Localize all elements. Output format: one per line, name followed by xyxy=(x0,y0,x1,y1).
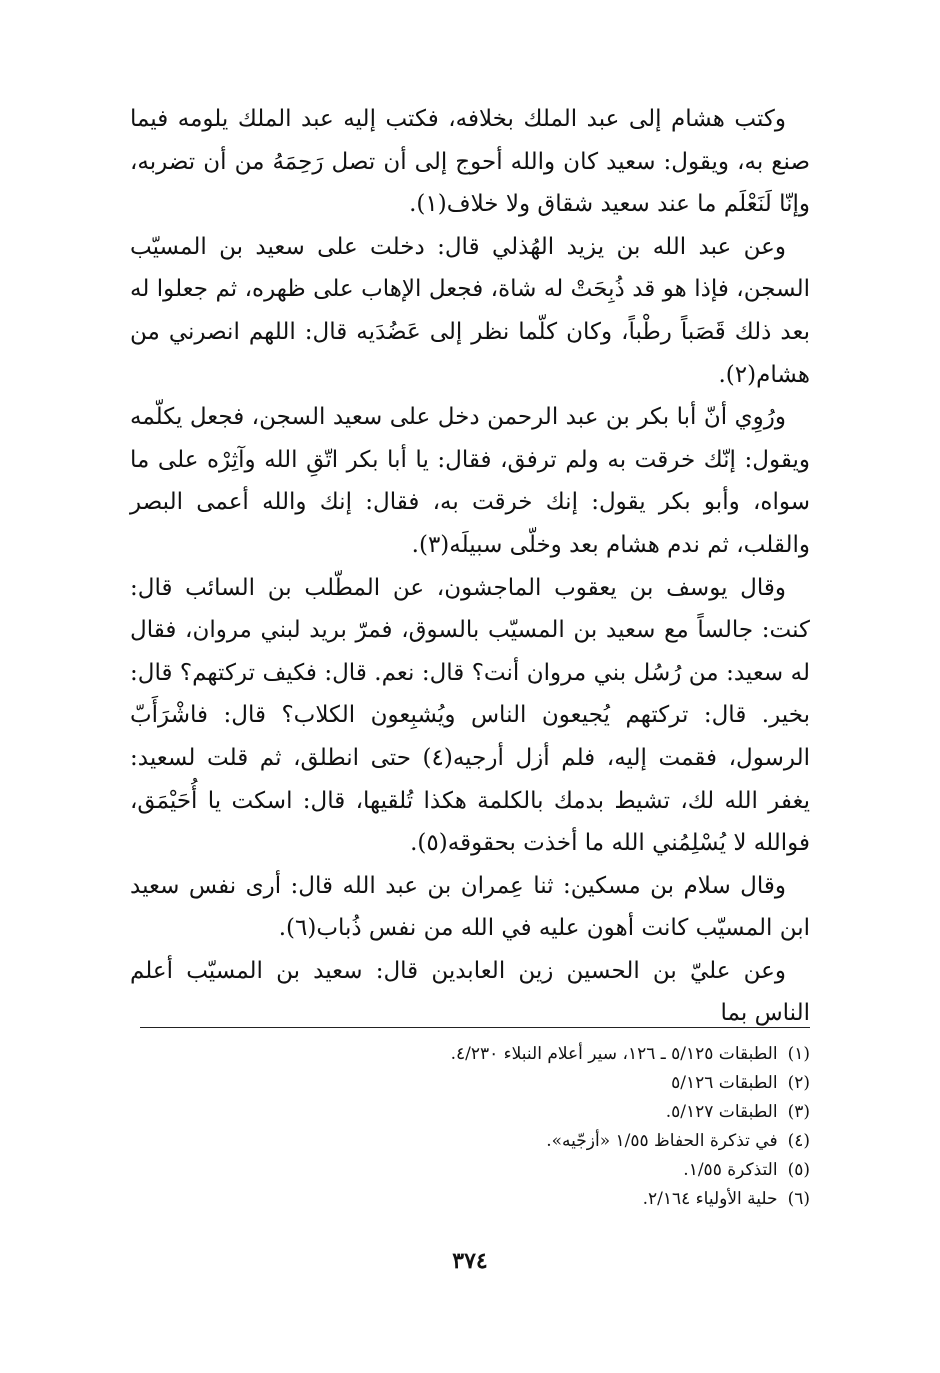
footnote-text: الطبقات ٥/١٢٧. xyxy=(665,1102,778,1122)
footnote-text: التذكرة ١/٥٥. xyxy=(683,1160,778,1180)
paragraph-5-text: وقال سلام بن مسكين: ثنا عِمران بن عبد الله قال: أرى نفس سعيد ابن المسيّب كانت أهون عليه في الله من نفس ذُباب(٦). xyxy=(130,872,810,942)
footnote-item xyxy=(130,1098,810,1127)
paragraph-3-text: ورُوِي أنّ أبا بكر بن عبد الرحمن دخل على سعيد السجن، فجعل يكلّمه ويقول: إنّك خرقت به ولم ترفق، فقال: يا أبا بكر اتّقِ الله وآثِرْه على ما سواه، وأبو بكر يقول: إنك خرقت به، فقال: إنك والله أعمى البصر والقلب، ثم ندم هشام بعد وخلّى سبيلَه(٣). xyxy=(130,404,810,558)
main-text xyxy=(130,98,810,1035)
footnote-item xyxy=(130,1069,810,1098)
footnote-text: حلية الأولياء ٢/١٦٤. xyxy=(642,1189,778,1209)
footnote-item xyxy=(130,1156,810,1185)
paragraph-6-text: وعن عليّ بن الحسين زين العابدين قال: سعيد بن المسيّب أعلم الناس بما xyxy=(130,957,810,1027)
paragraph-1-text: وكتب هشام إلى عبد الملك بخلافه، فكتب إليه عبد الملك يلومه فيما صنع به، ويقول: سعيد كان والله أحوج إلى أن تصل رَحِمَهُ من أن تضربه، وإنّا لَنَعْلَم ما عند سعيد شقاق ولا خلاف(١). xyxy=(130,106,810,218)
page-number: ٣٧٤ xyxy=(452,1248,488,1274)
footnote-item xyxy=(130,1127,810,1156)
footnote-text: الطبقات ٥/١٢٥ ـ ١٢٦، سير أعلام النبلاء ٤/٢٣٠. xyxy=(450,1044,778,1064)
footnote-item xyxy=(130,1185,810,1214)
footnote-text: الطبقات ٥/١٢٦ xyxy=(671,1073,778,1093)
paragraph-5 xyxy=(130,865,810,950)
footnotes-list xyxy=(130,1040,810,1214)
footnote-number: (١) xyxy=(787,1044,810,1064)
paragraph-6 xyxy=(130,950,810,1035)
paragraph-1 xyxy=(130,98,810,226)
footnote-number: (٣) xyxy=(787,1102,810,1122)
footnote-number: (٤) xyxy=(787,1131,810,1151)
paragraph-2-text: وعن عبد الله بن يزيد الهُذلي قال: دخلت على سعيد بن المسيّب السجن، فإذا هو قد ذُبِحَتْ له شاة، فجعل الإهاب على ظهره، ثم جعلوا له بعد ذلك قَصَباً رطْباً، وكان كلّما نظر إلى عَضُدَيه قال: اللهم انصرني من هشام(٢). xyxy=(130,233,810,388)
footnote-number: (٢) xyxy=(787,1073,810,1093)
footnote-text: في تذكرة الحفاظ ١/٥٥ «أزجّيه». xyxy=(546,1131,778,1151)
paragraph-2 xyxy=(130,226,810,396)
footnote-number: (٦) xyxy=(787,1189,810,1209)
footnote-separator xyxy=(140,1027,810,1028)
paragraph-4-text: وقال يوسف بن يعقوب الماجشون، عن المطّلب بن السائب قال: كنت: جالساً مع سعيد بن المسيّب بالسوق، فمرّ بريد لبني مروان، فقال له سعيد: من رُسُل بني مروان أنت؟ قال: نعم. قال: فكيف تركتهم؟ قال: بخير. قال: تركتهم يُجيعون الناس ويُشبِعون الكلاب؟ قال: فاشْرَأَبّ الرسول، فقمت إليه، فلم أزل أرجيه(٤) حتى انطلق، ثم قلت لسعيد: يغفر الله لك، تشيط بدمك بالكلمة هكذا تُلقيها، قال: اسكت يا أُحَيْمَق، فوالله لا يُسْلِمُني الله ما أخذت بحقوقه(٥). xyxy=(130,574,810,857)
paragraph-4 xyxy=(130,567,810,865)
footnote-number: (٥) xyxy=(787,1160,810,1180)
footnote-item xyxy=(130,1040,810,1069)
paragraph-3 xyxy=(130,396,810,566)
